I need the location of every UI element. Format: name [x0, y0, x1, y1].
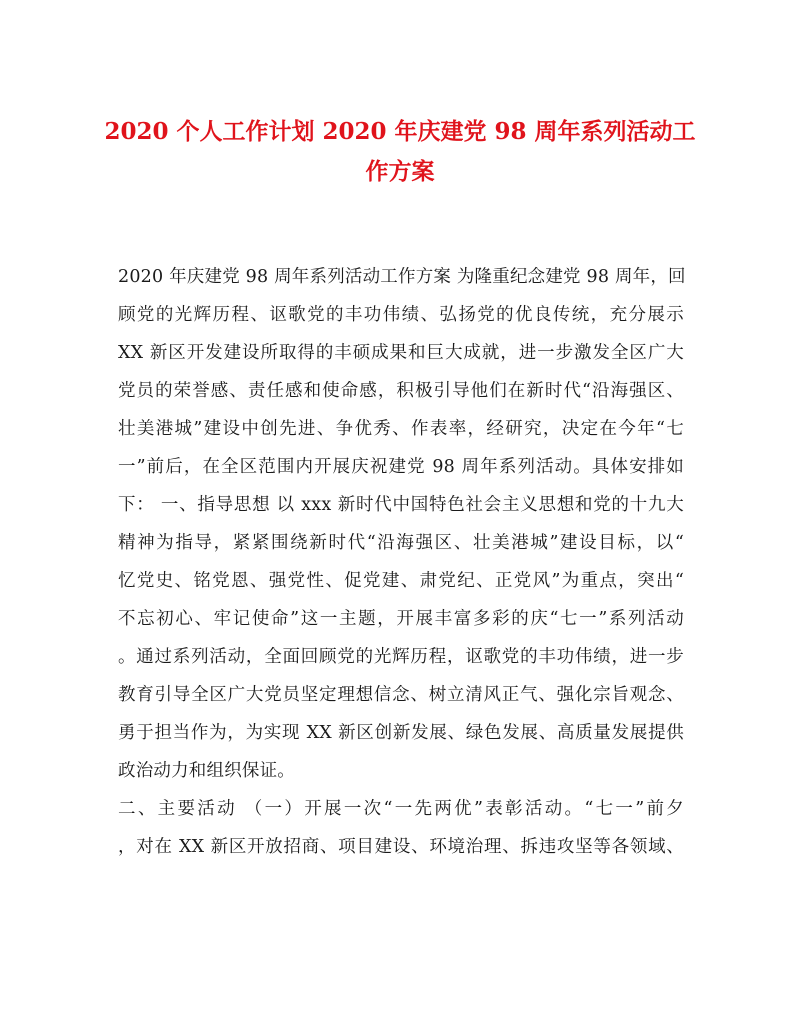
body-line: 教育引导全区广大党员坚定理想信念、树立清风正气、强化宗旨观念、 [118, 685, 684, 705]
body-line: 党员的荣誉感、责任感和使命感，积极引导他们在新时代“沿海强区、 [118, 381, 684, 401]
body-line: 勇于担当作为，为实现 XX 新区创新发展、绿色发展、高质量发展提供 [118, 723, 684, 743]
body-line: 下： 一、指导思想 以 xxx 新时代中国特色社会主义思想和党的十九大 [118, 495, 684, 515]
body-line: XX 新区开发建设所取得的丰硕成果和巨大成就，进一步激发全区广大 [118, 343, 684, 363]
body-line: 政治动力和组织保证。 [118, 761, 295, 781]
body-line: 忆党史、铭党恩、强党性、促党建、肃党纪、正党风”为重点，突出“ [118, 571, 684, 591]
body-line: ，对在 XX 新区开放招商、项目建设、环境治理、拆违攻坚等各领域、 [118, 837, 684, 857]
body-line: 二、主要活动 （一）开展一次“一先两优”表彰活动。“七一”前夕 [118, 799, 684, 819]
body-line: 顾党的光辉历程、讴歌党的丰功伟绩、弘扬党的优良传统，充分展示 [118, 305, 684, 325]
body-line: 精神为指导，紧紧围绕新时代“沿海强区、壮美港城”建设目标，以“ [118, 533, 684, 553]
document-body [118, 258, 684, 866]
body-line: 不忘初心、牢记使命”这一主题，开展丰富多彩的庆“七一”系列活动 [118, 609, 684, 629]
body-line: 一”前后，在全区范围内开展庆祝建党 98 周年系列活动。具体安排如 [118, 457, 684, 477]
document-title-line-2: 作方案 [365, 158, 435, 185]
body-line: 2020 年庆建党 98 周年系列活动工作方案 为隆重纪念建党 98 周年，回 [118, 267, 686, 287]
body-line: 壮美港城”建设中创先进、争优秀、作表率，经研究，决定在今年“七 [118, 419, 684, 439]
document-title-line-1: 2020 个人工作计划 2020 年庆建党 98 周年系列活动工 [104, 118, 696, 145]
body-line: 。通过系列活动，全面回顾党的光辉历程，讴歌党的丰功伟绩，进一步 [118, 647, 684, 667]
